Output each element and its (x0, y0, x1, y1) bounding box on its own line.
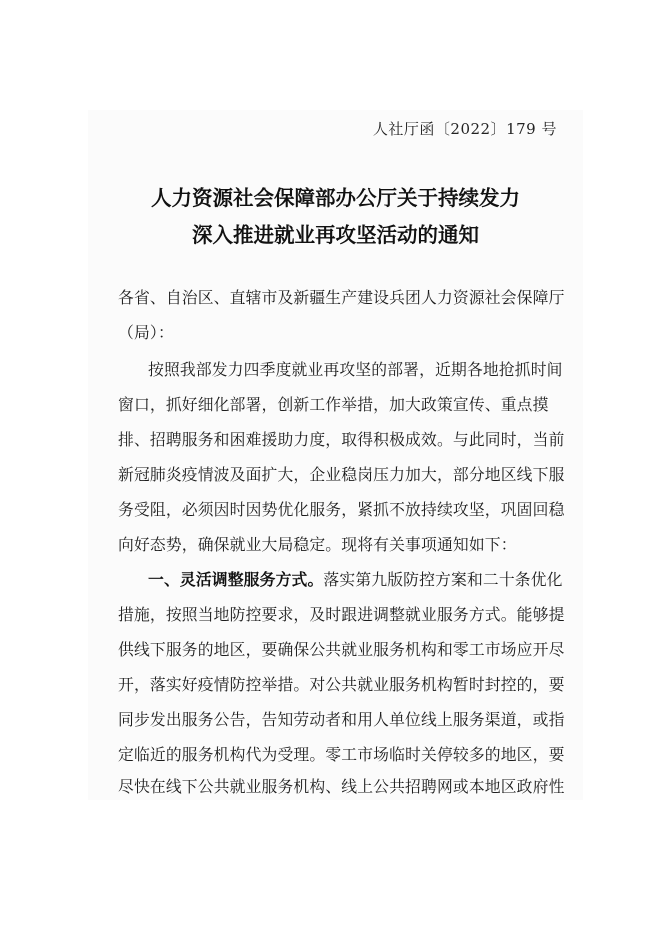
section-1-heading: 一、灵活调整服务方式。 (148, 570, 324, 589)
intro-line-1: 按照我部发力四季度就业再攻坚的部署，近期各地抢抓时间 (148, 360, 563, 379)
intro-line-2: 窗口，抓好细化部署，创新工作举措，加大政策宣传、重点摸 (118, 395, 549, 414)
title-line-1: 人力资源社会保障部办公厅关于持续发力 (151, 186, 520, 210)
document-number: 人社厅函〔2022〕179 号 (372, 120, 557, 138)
section-1-first-line (118, 570, 563, 590)
section-1-line-2: 措施，按照当地防控要求，及时跟进调整就业服务方式。能够提 (118, 605, 565, 624)
document-page (88, 110, 583, 800)
section-1-line-6: 定临近的服务机构代为受理。零工市场临时关停较多的地区，要 (118, 745, 565, 764)
addressee-line-1: 各省、自治区、直辖市及新疆生产建设兵团人力资源社会保障厅 (118, 288, 565, 307)
document-title (88, 180, 583, 254)
intro-line-5: 务受阻，必须因时因势优化服务，紧抓不放持续攻坚，巩固回稳 (118, 500, 565, 519)
section-1-line-5: 同步发出服务公告，告知劳动者和用人单位线上服务渠道，或指 (118, 710, 565, 729)
addressee-line-2: （局）： (118, 323, 174, 342)
title-line-2: 深入推进就业再攻坚活动的通知 (192, 223, 479, 247)
section-1-line-7: 尽快在线下公共就业服务机构、线上公共招聘网或本地区政府性 (118, 777, 565, 796)
intro-line-6: 向好态势，确保就业大局稳定。现将有关事项通知如下： (118, 535, 517, 554)
section-1-line-4: 开，落实好疫情防控举措。对公共就业服务机构暂时封控的，要 (118, 675, 565, 694)
section-1-line-3: 供线下服务的地区，要确保公共就业服务机构和零工市场应开尽 (118, 640, 565, 659)
intro-line-4: 新冠肺炎疫情波及面扩大，企业稳岗压力加大，部分地区线下服 (118, 465, 565, 484)
intro-line-3: 排、招聘服务和困难援助力度，取得积极成效。与此同时，当前 (118, 430, 565, 449)
section-1-first-line-text: 落实第九版防控方案和二十条优化 (323, 570, 563, 589)
